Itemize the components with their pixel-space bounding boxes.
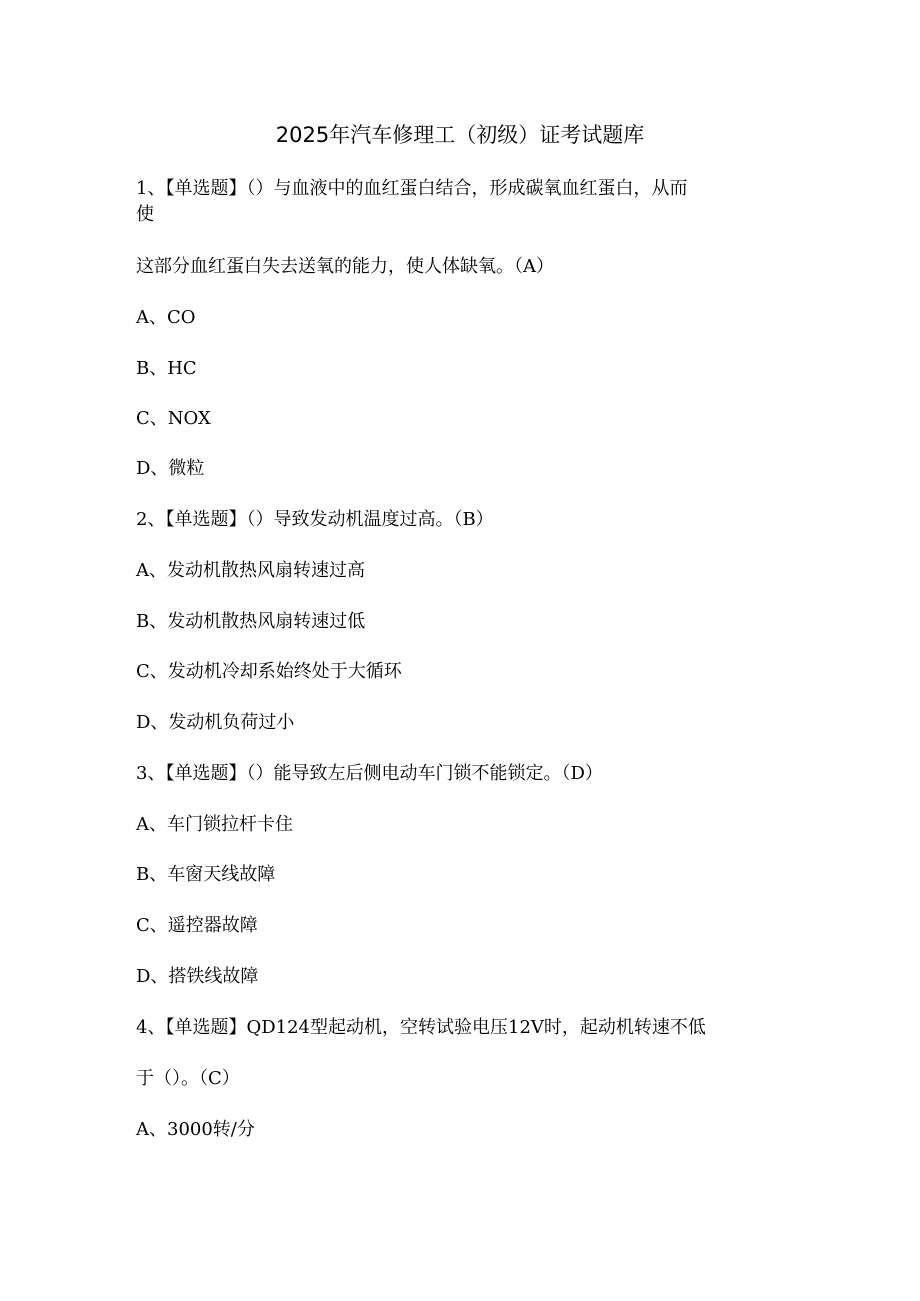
question-2-option-d: D、发动机负荷过小 [136,712,295,733]
question-1-stem-line-1: 1、【单选题】（）与血液中的血红蛋白结合，形成碳氧血红蛋白，从而 [136,178,688,199]
question-1-option-a: A、CO [136,307,196,328]
question-2-option-a: A、发动机散热风扇转速过高 [136,560,365,581]
question-4-option-a: A、3000转/分 [136,1119,255,1140]
question-1-stem-line-3: 这部分血红蛋白失去送氧的能力，使人体缺氧。（A） [136,256,554,277]
question-3-option-c: C、遥控器故障 [136,915,258,936]
question-3-option-d: D、搭铁线故障 [136,966,259,987]
question-2-option-b: B、发动机散热风扇转速过低 [136,611,366,632]
question-1-stem-line-2: 使 [136,204,154,225]
question-3-option-b: B、车窗天线故障 [136,864,276,885]
question-1-option-c: C、NOX [136,408,211,429]
question-4-stem-line-2: 于（）。（C） [136,1068,240,1089]
question-3-option-a: A、车门锁拉杆卡住 [136,814,293,835]
question-2-option-c: C、发动机冷却系始终处于大循环 [136,661,402,682]
question-1-option-b: B、HC [136,358,197,379]
document-title: 2025年汽车修理工（初级）证考试题库 [275,123,645,147]
question-1-option-d: D、微粒 [136,458,205,479]
question-4-stem-line-1: 4、【单选题】QD124型起动机，空转试验电压12V时，起动机转速不低 [136,1017,706,1038]
question-3-stem: 3、【单选题】（）能导致左后侧电动车门锁不能锁定。（D） [136,763,603,784]
question-2-stem: 2、【单选题】（）导致发动机温度过高。（B） [136,509,494,530]
